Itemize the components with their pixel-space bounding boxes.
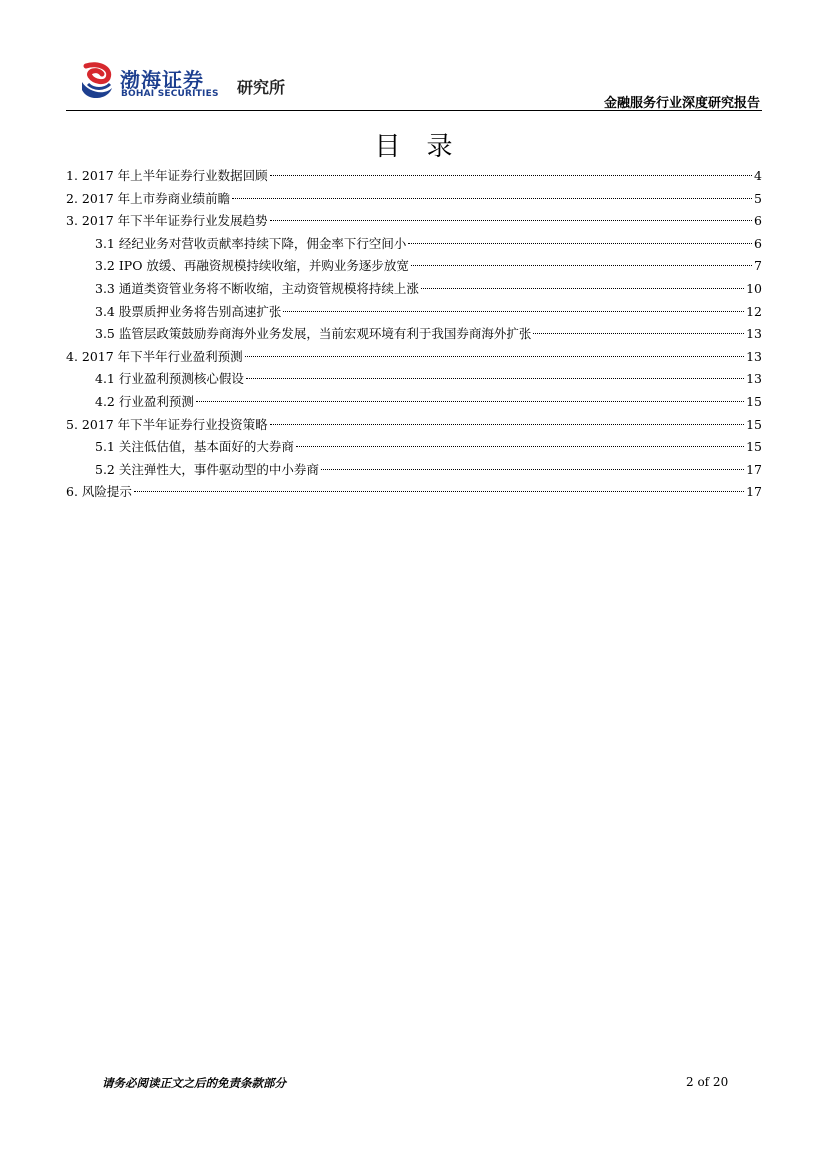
toc-entry-title: 1. 2017 年上半年证券行业数据回顾 [66, 168, 268, 183]
toc-dot-leader [296, 446, 744, 447]
toc-entry[interactable] [66, 368, 762, 391]
disclaimer-note: 请务必阅读正文之后的免责条款部分 [102, 1076, 286, 1090]
bohai-logo [78, 58, 298, 106]
toc-title: 目录 [374, 132, 479, 162]
toc-dot-leader [245, 356, 744, 357]
toc-entry-page: 13 [746, 326, 762, 342]
toc-entry-title: 3.2 IPO 放缓、再融资规模持续收缩，并购业务逐步放宽 [95, 258, 409, 274]
toc-entry-page: 17 [746, 461, 762, 477]
toc-entry-title: 4.2 行业盈利预测 [95, 393, 194, 409]
toc-entry[interactable] [66, 301, 762, 324]
toc-dot-leader [533, 333, 744, 334]
toc-entry[interactable] [66, 323, 762, 346]
toc-dot-leader [134, 491, 744, 492]
logo-chinese-name: 渤海证券 [120, 68, 204, 92]
page-number: 2 of 20 [686, 1075, 729, 1089]
toc-entry[interactable] [66, 481, 762, 504]
toc-entry[interactable] [66, 346, 762, 369]
toc-entry-title: 3.1 经纪业务对营收贡献率持续下降，佣金率下行空间小 [95, 235, 407, 251]
toc-entry-title: 4.1 行业盈利预测核心假设 [95, 371, 244, 387]
toc-entry-page: 13 [746, 371, 762, 387]
toc-entry-title: 6. 风险提示 [66, 484, 132, 500]
toc-entry[interactable] [66, 188, 762, 211]
toc-entry-page: 15 [746, 393, 762, 409]
toc-entry-title: 2. 2017 年上市券商业绩前瞻 [66, 190, 231, 206]
toc-entry-title: 5.1 关注低估值，基本面好的大券商 [95, 439, 294, 455]
toc-entry-page: 15 [746, 416, 762, 432]
toc-entry[interactable] [66, 459, 762, 482]
toc-entry-page: 12 [746, 303, 762, 319]
toc-dot-leader [246, 378, 744, 379]
toc-dot-leader [196, 401, 744, 402]
toc-entry[interactable] [66, 278, 762, 301]
toc-entry[interactable] [66, 233, 762, 256]
toc-entry-page: 6 [754, 235, 762, 251]
toc-entry-page: 10 [746, 280, 762, 296]
toc-entry[interactable] [66, 165, 762, 188]
toc-entry[interactable] [66, 255, 762, 278]
toc-dot-leader [411, 265, 752, 266]
toc-dot-leader [270, 220, 752, 221]
bohai-logo-icon [78, 62, 116, 102]
toc-dot-leader [270, 424, 744, 425]
toc-entry-title: 3.5 监管层政策鼓励券商海外业务发展，当前宏观环境有利于我国券商海外扩张 [95, 326, 532, 342]
toc-entry-title: 3. 2017 年下半年证券行业发展趋势 [66, 213, 268, 229]
toc-entry-title: 5.2 关注弹性大，事件驱动型的中小券商 [95, 461, 319, 477]
toc-entry-page: 17 [746, 484, 762, 500]
toc-dot-leader [421, 288, 744, 289]
toc-entry[interactable] [66, 436, 762, 459]
toc-dot-leader [270, 175, 752, 176]
toc-entry-page: 4 [754, 168, 762, 183]
toc-entry-title: 3.4 股票质押业务将告别高速扩张 [95, 303, 282, 319]
toc-entry-title: 5. 2017 年下半年证券行业投资策略 [66, 416, 268, 432]
toc-entry-title: 4. 2017 年下半年行业盈利预测 [66, 348, 243, 364]
toc-dot-leader [321, 469, 744, 470]
institute-label: 研究所 [237, 78, 286, 97]
toc-entry-page: 6 [754, 213, 762, 229]
report-type: 金融服务行业深度研究报告 [603, 96, 760, 111]
toc-dot-leader [283, 311, 744, 312]
toc-entry-page: 13 [746, 348, 762, 364]
logo-english-name: BOHAI SECURITIES [121, 89, 219, 99]
toc-dot-leader [232, 198, 752, 199]
toc-entry[interactable] [66, 391, 762, 414]
page-header [70, 58, 762, 114]
header-divider [66, 110, 762, 111]
toc-entry-page: 5 [754, 190, 762, 206]
toc-entry[interactable] [66, 210, 762, 233]
table-of-contents [66, 165, 762, 504]
toc-entry-page: 15 [746, 439, 762, 455]
toc-dot-leader [408, 243, 752, 244]
toc-entry-title: 3.3 通道类资管业务将不断收缩，主动资管规模将持续上涨 [95, 280, 419, 296]
toc-entry-page: 7 [754, 258, 762, 274]
toc-entry[interactable] [66, 414, 762, 437]
